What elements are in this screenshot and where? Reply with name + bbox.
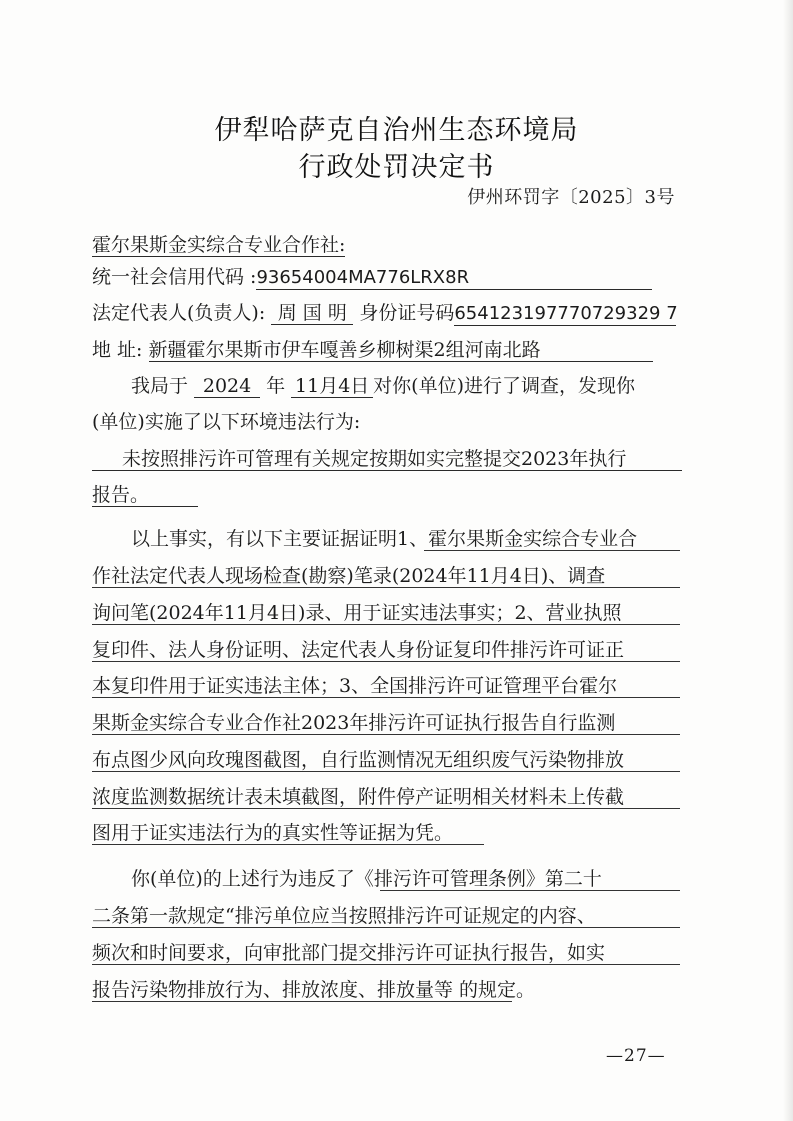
- id-number-label: 身份证号码: [359, 302, 455, 324]
- address-value: 新疆霍尔果斯市伊车嘎善乡柳树渠2组河南北路: [149, 339, 653, 362]
- document-number: 伊州环罚字〔2025〕3号: [467, 187, 675, 208]
- party-name: 霍尔果斯金实综合专业合作社:: [92, 234, 346, 256]
- credit-code-value: 93654004MA776LRX8R: [256, 267, 652, 290]
- violation-text-1: 未按照排污许可管理有关规定按期如实完整提交2023年执行: [92, 448, 682, 471]
- evidence-line: 询问笔(2024年11月4日)录、用于证实违法事实；2、营业执照: [92, 602, 622, 624]
- investigation-line-2: (单位)实施了以下环境违法行为:: [92, 411, 361, 433]
- evidence-underline: [92, 734, 680, 735]
- document-title: 伊犁哈萨克自治州生态环境局: [214, 115, 579, 146]
- evidence-line: 浓度监测数据统计表未填截图，附件停产证明相关材料未上传截: [92, 786, 625, 808]
- evidence-line: 作社法定代表人现场检查(勘察)笔录(2024年11月4日)、调查: [92, 565, 606, 587]
- investigation-line-1: [131, 373, 635, 399]
- investigation-date: 11月4日: [291, 375, 373, 398]
- investigation-year-suffix: 年: [266, 375, 286, 397]
- evidence-line: 本复印件用于证实违法主体；3、全国排污许可证管理平台霍尔: [92, 675, 618, 697]
- violation-line-1: [92, 446, 682, 472]
- evidence-underline: [424, 550, 680, 551]
- page-number: —27—: [606, 1046, 666, 1066]
- law-line: 频次和时间要求，向审批部门提交排污许可证执行报告，如实: [92, 942, 606, 964]
- evidence-underline: [92, 661, 680, 662]
- investigation-suffix: 对你(单位)进行了调查，发现你: [373, 375, 635, 397]
- law-underline: [92, 964, 680, 965]
- evidence-line: 布点图少风向玫瑰图截图，自行监测情况无组织废气污染物排放: [92, 749, 625, 771]
- address-label: 地 址:: [92, 339, 143, 361]
- evidence-underline: [92, 844, 484, 845]
- evidence-line: 以上事实，有以下主要证据证明1、霍尔果斯金实综合专业合: [131, 528, 638, 550]
- evidence-underline: [92, 624, 680, 625]
- evidence-underline: [92, 587, 680, 588]
- investigation-year: 2024: [194, 375, 260, 398]
- id-number-value: 654123197770729329 7: [454, 303, 678, 324]
- violation-text-2: 报告。: [92, 484, 198, 507]
- representative-label: 法定代表人(负责人):: [92, 302, 266, 324]
- credit-code-label: 统一社会信用代码 :: [92, 266, 257, 288]
- law-underline: [92, 927, 680, 928]
- document-subtitle: 行政处罚决定书: [298, 152, 495, 183]
- evidence-underline: [92, 697, 680, 698]
- investigation-prefix: 我局于: [131, 375, 189, 397]
- representative-value: 周 国 明: [271, 302, 353, 325]
- address-line: [92, 337, 653, 363]
- law-line: 报告污染物排放行为、排放浓度、排放量等 的规定。: [92, 979, 536, 1001]
- representative-line: [92, 300, 676, 326]
- evidence-line: 果斯金实综合专业合作社2023年排污许可证执行报告自行监测: [92, 712, 616, 734]
- violation-line-2: [92, 482, 198, 508]
- law-underline: [380, 890, 680, 891]
- law-underline: [92, 1001, 512, 1002]
- evidence-line: 图用于证实违法行为的真实性等证据为凭。: [92, 822, 454, 844]
- law-line: 二条第一款规定“排污单位应当按照排污许可证规定的内容、: [92, 905, 596, 927]
- law-line: 你(单位)的上述行为违反了《排污许可管理条例》第二十: [131, 868, 602, 890]
- evidence-underline: [92, 771, 680, 772]
- evidence-line: 复印件、法人身份证明、法定代表人身份证复印件排污许可证正: [92, 639, 625, 661]
- credit-code-line: [92, 264, 652, 290]
- evidence-underline: [92, 808, 680, 809]
- party-name-line: [92, 232, 345, 258]
